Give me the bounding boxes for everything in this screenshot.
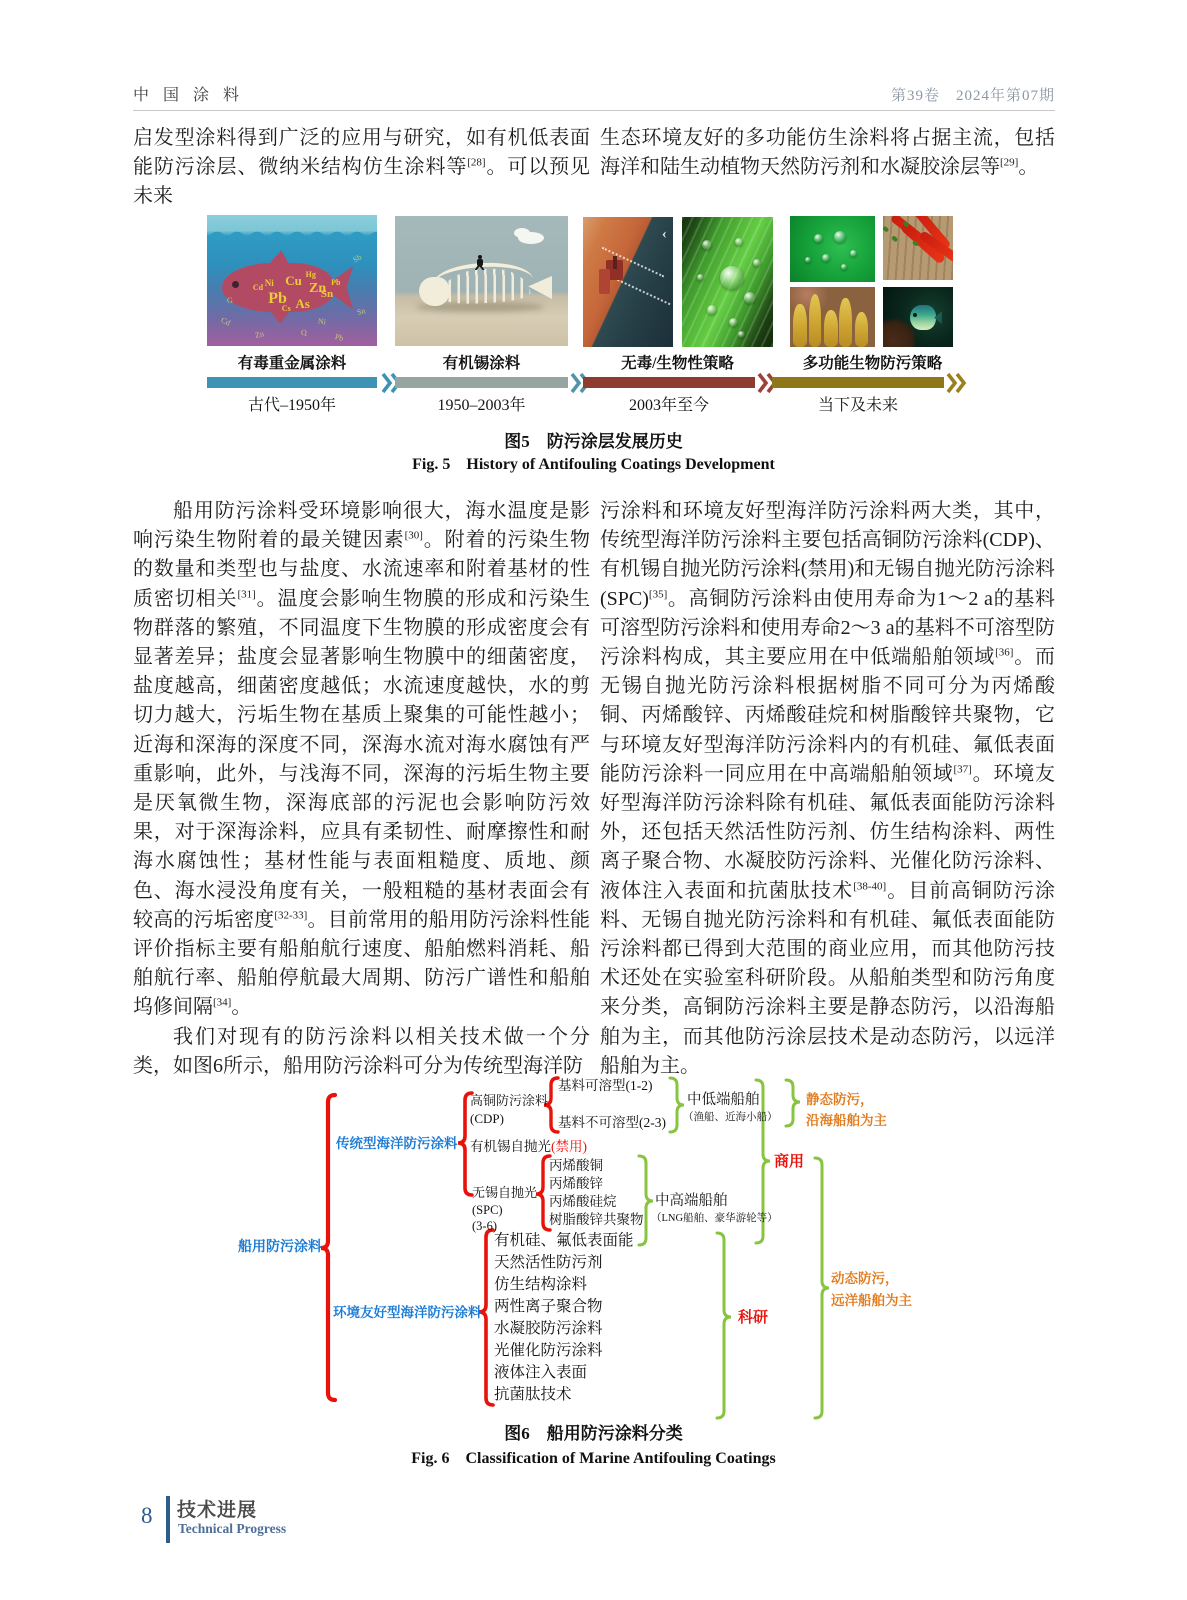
stage-label: 有机锡涂料 (442, 355, 521, 372)
stage-period: 1950–2003年 (437, 397, 526, 414)
diagram-node-eco_items-0: 有机硅、氟低表面能 (494, 1232, 634, 1249)
paragraph: 船用防污涂料受环境影响很大，海水温度是影响污染生物附着的最关键因素[30]。附着的污染生物的数量和类型也与盐度、水流速率和附着基材的性质密切相关[31]。温度会影响生物膜的形成和污染生物群落的繁殖，不同温度下生物膜的形成密度会有显著差异；盐度会显著影响生物膜中的细菌密度，盐度越高，细菌密度越低；水流速度越快，水的剪切力越大，污垢生物在基质上聚集的可能性越小；近海和深海的深度不同，深海水流对海水腐蚀有严重影响，此外，与浅海不同，深海的污垢生物主要是厌氧微生物，深海底部的污泥也会影响防污效果，对于深海涂料，应具有柔韧性、耐摩擦性和耐海水腐蚀性；基材性能与表面粗糙度、质地、颜色、海水浸没角度有关，一般粗糙的基材表面会有较高的污垢密度[32-33]。目前常用的船用防污涂料性能评价指标主要有船舶航行速度、船舶燃料消耗、船舶航行率、船舶停航最大周期、防污广谱性和船舶坞修间隔[34]。 (133, 500, 591, 1019)
figure5-caption-en: Fig. 5 History of Antifouling Coatings Development (412, 456, 775, 473)
diagram-node-spc-children-2: 丙烯酸硅烷 (549, 1194, 617, 1209)
page-number: 8 (141, 1503, 153, 1528)
timeline-bar (772, 377, 944, 388)
stage4-image-lotus-leaf (790, 216, 875, 282)
water-waves (207, 229, 377, 241)
diagram-node-eco_items-2: 仿生结构涂料 (494, 1276, 588, 1293)
diagram-node-cdp-children-1: 基料不可溶型(2-3) (558, 1115, 666, 1130)
reference-marker: [35] (648, 587, 668, 600)
diagram-node-spc-children-0: 丙烯酸铜 (549, 1158, 603, 1173)
diagram-node-ship_high-name: 中高端船舶 (655, 1193, 728, 1209)
diagram-node-spc-sub2: (3-6) (472, 1219, 497, 1233)
reef-fish (910, 305, 942, 330)
timeline-bar (207, 377, 377, 388)
diagram-node-eco_items-4: 水凝胶防污涂料 (494, 1320, 603, 1337)
reference-marker: [30] (404, 529, 423, 542)
reference-marker: [36] (995, 646, 1014, 659)
tiny-figure (475, 255, 485, 271)
stage4-image-reef-fish (883, 287, 953, 347)
diagram-node-branch_traditional: 传统型海洋防污涂料 (336, 1136, 458, 1151)
reference-marker: [31] (237, 587, 256, 600)
section-name-en: Technical Progress (178, 1521, 287, 1536)
figure6-classification-diagram (195, 1072, 1025, 1424)
diagram-node-root: 船用防污涂料 (238, 1240, 322, 1255)
intro-column-right (600, 124, 1055, 182)
stage-period: 古代–1950年 (247, 397, 336, 414)
stage-period: 2003年至今 (628, 397, 709, 414)
chevron-arrows-icon (946, 372, 968, 394)
reference-marker: [34] (213, 996, 232, 1009)
stage-label: 多功能生物防污策略 (802, 355, 943, 372)
diagram-node-ship_high-sub: （LNG船舶、豪华游轮等） (651, 1213, 778, 1224)
stage1-image-toxic-fish-illustration: Ni Cu Zn Pb As Sn Pb Cd Hg Cs Cd Zn Q Pb Sn G Sb Ni (207, 215, 377, 346)
diagram-node-cdp-name: 高铜防污涂料 (470, 1093, 549, 1108)
diagram-node-eco_items-7: 抗菌肽技术 (494, 1386, 572, 1403)
stage4-image-coral (790, 287, 875, 347)
diagram-node-dynamic_note-1: 远洋船舶为主 (831, 1293, 912, 1308)
diagram-node-commercial: 商用 (774, 1154, 805, 1170)
stage2-image-fish-skeleton (395, 216, 568, 346)
skeleton-skull (419, 277, 448, 306)
issue-info: 第39卷 2024年第07期 (890, 88, 1055, 104)
diagram-node-cdp-children-0: 基料可溶型(1-2) (558, 1078, 653, 1093)
timeline-bar (395, 377, 568, 388)
body-column-right (600, 497, 1055, 1081)
diagram-node-branch_eco: 环境友好型海洋防污涂料 (333, 1305, 482, 1320)
hull-cleaning-robot (599, 256, 630, 300)
diagram-node-organotin-name: 有机锡自抛光(禁用) (470, 1139, 587, 1154)
stage-period: 当下及未来 (817, 397, 898, 414)
reference-marker: [32-33] (274, 909, 308, 922)
paragraph: 启发型涂料得到广泛的应用与研究，如有机低表面能防污涂层、微纳米结构仿生涂料等[28]。可以预见未来 (133, 127, 591, 208)
diagram-node-eco_items-5: 光催化防污涂料 (494, 1342, 603, 1359)
body-column-left (133, 497, 590, 1081)
footer-divider (166, 1496, 170, 1543)
fish-eye (232, 281, 239, 288)
intro-column-left (133, 124, 590, 212)
diagram-node-spc-children-1: 丙烯酸锌 (549, 1176, 603, 1191)
header-rule (133, 110, 1055, 111)
paragraph: 生态环境友好的多功能仿生涂料将占据主流，包括海洋和陆生动植物天然防污剂和水凝胶涂层等[29]。 (600, 127, 1055, 179)
diagram-node-ship_low-name: 中低端船舶 (687, 1092, 760, 1108)
diagram-node-spc-sub1: (SPC) (472, 1203, 503, 1217)
reference-marker: [37] (953, 763, 972, 776)
paragraph: 我们对现有的防污涂料以相关技术做一个分类，如图6所示，船用防污涂料可分为传统型海洋防 (133, 1025, 590, 1077)
stage4-image-chili-peppers (883, 216, 953, 280)
diagram-node-spc-name: 无锡自抛光 (472, 1185, 538, 1200)
diagram-node-eco_items-3: 两性离子聚合物 (494, 1298, 603, 1315)
figure5-caption-cn: 图5 防污涂层发展历史 (504, 432, 683, 451)
diagram-node-dynamic_note-0: 动态防污， (831, 1271, 899, 1286)
diagram-node-ship_low-sub: （渔船、近海小船） (683, 1112, 778, 1123)
diagram-node-static_note-0: 静态防污， (806, 1092, 874, 1107)
reference-marker: [29] (1000, 156, 1019, 169)
diagram-node-spc-children-3: 树脂酸锌共聚物 (549, 1212, 644, 1227)
cloud (514, 228, 530, 238)
journal-title: 中 国 涂 料 (133, 87, 245, 104)
diagram-node-eco_items-6: 液体注入表面 (494, 1364, 588, 1381)
paragraph: 污涂料和环境友好型海洋防污涂料两大类，其中，传统型海洋防污涂料主要包括高铜防污涂料(CDP)、有机锡自抛光防污涂料(禁用)和无锡自抛光防污涂料(SPC)[35]。高铜防污涂料由使用寿命为1～2 a的基料可溶型防污涂料和使用寿命2～3 a的基料不可溶型防污涂料构成，其主要应用在中低端船舶领域[36]。而无锡自抛光防污涂料根据树脂不同可分为丙烯酸铜、丙烯酸锌、丙烯酸硅烷和树脂酸锌共聚物，它与环境友好型海洋防污涂料内的有机硅、氟低表面能防污涂料一同应用在中高端船舶领域[37]。环境友好型海洋防污涂料除有机硅、氟低表面能防污涂料外，还包括天然活性防污剂、仿生结构涂料、两性离子聚合物、水凝胶防污涂料、光催化防污涂料、液体注入表面和抗菌肽技术[38-40]。目前高铜防污涂料、无锡自抛光防污涂料和有机硅、氟低表面能防污涂料都已得到大范围的商业应用，而其他防污技术还处在实验室科研阶段。从船舶类型和防污角度来分类，高铜防污涂料主要是静态防污，以沿海船舶为主，而其他防污涂层技术是动态防污，以远洋船舶为主。 (600, 500, 1056, 1077)
reference-marker: [38-40] (853, 879, 887, 892)
diagram-node-research: 科研 (738, 1310, 769, 1326)
section-name-cn: 技术进展 (177, 1500, 258, 1521)
stage3-image-ship-hull-robot (583, 217, 673, 347)
diagram-node-cdp-sub: (CDP) (470, 1111, 504, 1126)
diagram-node-static_note-1: 沿海船舶为主 (806, 1113, 887, 1128)
timeline-bar (583, 377, 755, 388)
stage3-image-leaf-droplets (682, 217, 773, 347)
photo-chevron-icon: ‹ (661, 226, 667, 243)
figure6-caption-en: Fig. 6 Classification of Marine Antifouling Coatings (411, 1450, 776, 1467)
stage-label: 无毒/生物性策略 (621, 355, 734, 372)
reference-marker: [28] (467, 156, 486, 169)
diagram-node-eco_items-1: 天然活性防污剂 (494, 1254, 603, 1271)
figure6-caption-cn: 图6 船用防污涂料分类 (504, 1424, 683, 1443)
stage-label: 有毒重金属涂料 (237, 355, 347, 372)
